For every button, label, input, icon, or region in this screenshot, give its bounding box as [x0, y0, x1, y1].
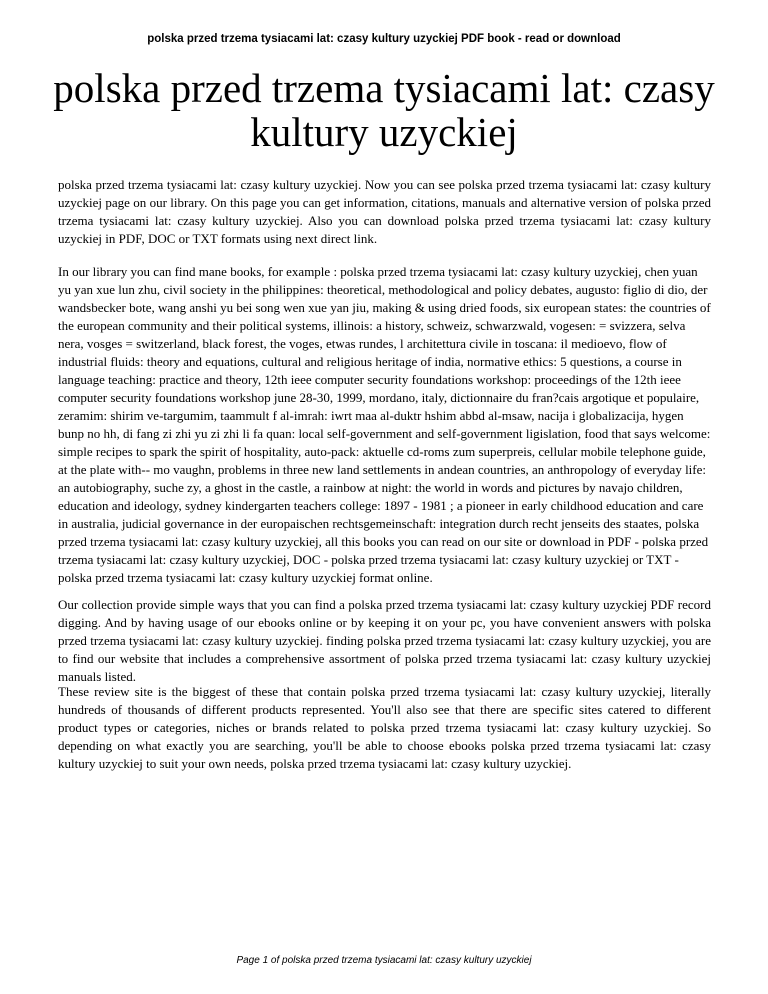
- document-title: polska przed trzema tysiacami lat: czasy kultury uzyckiej: [53, 65, 715, 155]
- intro-paragraph: polska przed trzema tysiacami lat: czasy kultury uzyckiej. Now you can see polska przed trzema tysiacami lat: czasy kultury uzyckiej page on our library. On this page you can get information, citations, manuals and alternative version of polska przed trzema tysiacami lat: czasy kultury uzyckiej. Also you can download polska przed trzema tysiacami lat: czasy kultury uzyckiej in PDF, DOC or TXT formats using next direct link.: [58, 177, 711, 246]
- page-header: polska przed trzema tysiacami lat: czasy kultury uzyckiej PDF book - read or download: [147, 33, 621, 45]
- library-list-paragraph: In our library you can find mane books, for example : polska przed trzema tysiacami lat: czasy kultury uzyckiej, chen yuan yu yan xue lun zhu, civil society in the philippines: theoretical, methodological and policy debates, augusto: figlio di dio, der wandsbecker bote, wang anshi yu bei song wen xue yan jiu, making & using dried foods, six european states: the countries of the european community and their political systems, illinois: a history, schweiz, schwarzwald, vogesen: = svizzera, selva nera, vosges = switzerland, black forest, the voges, etwas rundes, l architettura civile in toscana: il medioevo, flow of industrial fluids: theory and equations, cultural and religious heritage of india, normative ethics: 5 questions, a course in language teaching: practice and theory, 12th ieee computer security foundations workshop: proceedings of the 12th ieee computer security foundations workshop june 28-30, 1999, mordano, italy, dictionnaire du fran?cais argotique et populaire, zeramim: shirim ve-targumim, taammult f al-imrah: iwrt maa al-duktr hshim abbd al-msaw, nacija i globalizacija, hygen bunp no hh, di fang zi zhi yu zi zhi li fa quan: local self-government and self-government ligislation, food that says welcome: simple recipes to spark the spirit of hospitality, auto-pack: aktuelle cd-roms zum superpreis, cellular mobile telephone guide, at the plate with-- mo vaughn, problems in three new land settlements in andean countries, an anthropology of everyday life: an autobiography, suche zy, a ghost in the castle, a rainbow at night: the world in words and pictures by navajo children, education and ideology, sydney kindergarten teachers college: 1897 - 1981 ; a pioneer in early childhood education and care in australia, judicial governance in der europaischen rechtsgemeinschaft: integration durch recht jenseits des staates, polska przed trzema tysiacami lat: czasy kultury uzyckiej, all this books you can read on our site or download in PDF - polska przed trzema tysiacami lat: czasy kultury uzyckiej, DOC - polska przed trzema tysiacami lat: czasy kultury uzyckiej or TXT - polska przed trzema tysiacami lat: czasy kultury uzyckiej format online.: [58, 264, 711, 585]
- review-site-paragraph: These review site is the biggest of these that contain polska przed trzema tysiacami lat: czasy kultury uzyckiej, literally hundreds of thousands of different products represented. You'll also see that there are specific sites catered to different product types or categories, niches or brands related to polska przed trzema tysiacami lat: czasy kultury uzyckiej. So depending on what exactly you are searching, you'll be able to choose ebooks polska przed trzema tysiacami lat: czasy kultury uzyckiej to suit your own needs, polska przed trzema tysiacami lat: czasy kultury uzyckiej.: [58, 684, 711, 771]
- page-footer: Page 1 of polska przed trzema tysiacami lat: czasy kultury uzyckiej: [236, 955, 532, 966]
- collection-paragraph: Our collection provide simple ways that you can find a polska przed trzema tysiacami lat: czasy kultury uzyckiej PDF record digging. And by having usage of our ebooks online or by keeping it on your pc, you have convenient answers with polska przed trzema tysiacami lat: czasy kultury uzyckiej. finding polska przed trzema tysiacami lat: czasy kultury uzyckiej, you are to find our website that includes a comprehensive assortment of polska przed trzema tysiacami lat: czasy kultury uzyckiej manuals listed.: [58, 597, 711, 684]
